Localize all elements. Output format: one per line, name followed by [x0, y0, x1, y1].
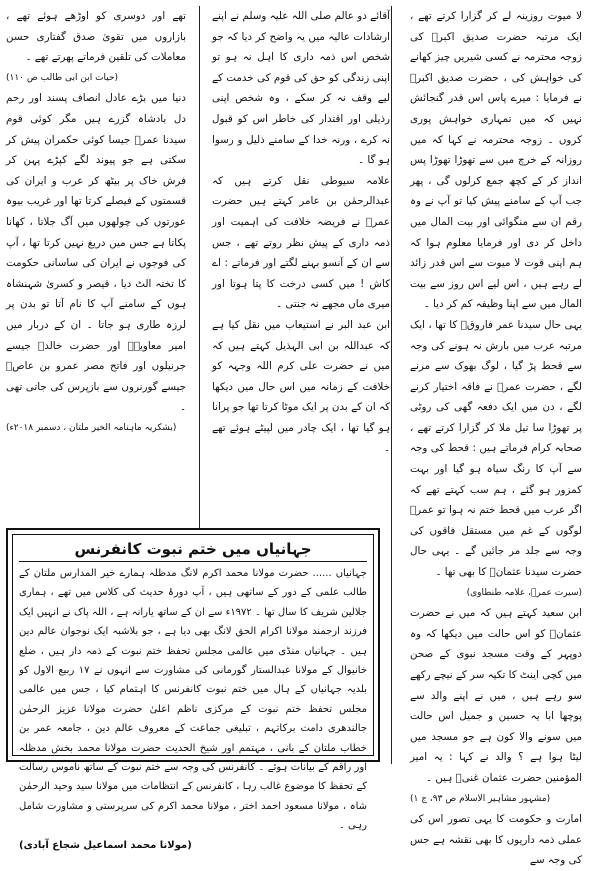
- news-box-title: جہانیاں میں ختم نبوت کانفرنس: [19, 537, 367, 562]
- middle-column: [212, 6, 390, 528]
- left-citation-2: (بشکریہ ماہنامہ الخیر ملتان ، دسمبر ۲۰۱۸ء): [6, 422, 177, 433]
- news-box-signature: (مولانا محمد اسماعیل شجاع آبادی): [19, 839, 192, 851]
- column-divider-left: [199, 6, 200, 528]
- right-paragraph-3: ابن سعید کہتے ہیں کہ میں نے حضرت عثمانؓ کو اس حالت میں دیکھا کہ وہ دوپہر کے وقت مسجد نبوی کے صحن میں کچی اینٹ کا تکیہ سر کے نیچے رکھے سو رہے ہیں ، میں نے اپنے والد سے پوچھا ابا یہ حسین و جمیل اس حالت میں سونے والا کون ہے جو مسجد میں لیٹا ہوا ہے ؟ والد نے کہا : یہ امیر المؤمنین حضرت عثمان غنیؓ ہیں ۔: [409, 607, 582, 784]
- right-paragraph-4: امارت و حکومت کا یہی تصور اس کی عملی ذمہ داریوں کا بھی نقشہ ہے جس کی وجہ سے: [410, 813, 582, 867]
- middle-paragraph-2: علامہ سیوطی نقل کرتے ہیں کہ عبدالرحمٰن بن عامر کہتے ہیں حضرت عمرؓ نے فریضہ خلافت کی اہمیت اور ذمہ داری کے پیش نظر روتے تھے ، جس سے ان کے آنسو بہنے لگتے اور فرماتے : اے کاش ! میں کسی درخت کا پتا ہوتا اور میری ماں مجھے نہ جنتی ۔: [212, 174, 390, 311]
- left-paragraph-2: دنیا میں بڑے عادل انصاف پسند اور رحم دل بادشاہ گزرے ہیں مگر کوئی قوم سیدنا عمرؓ جیسا کوئی حکمران پیش کر سکتی ہے جو پیوند لگے کپڑے پہن کر فرش خاک پر بیٹھ کر عرب و ایران کی قسمتوں کے فیصلے کرتا تھا اور غریب بیوہ عورتوں کی چولھوں میں آگ جلاتا ، کھانا پکاتا ہے جس میں دریغ نہیں کرتا تھا ، آپ کی فوجوں نے ایران کی ساسانی حکومت کا تختہ الٹ دیا ، قیصر و کسریٰ شہنشاہ ہوں کے سامنے آپ کا نام آتا تو بدن پر لرزہ طاری ہو جاتا ۔ ان کے دربار میں امیر معاویہؓ اور حضرت خالدؓ جیسے جرنیلوں اور فاتح مصر عمرو بن عاصؓ جیسے گورنروں سے بازپرس کی جاتی تھی ۔: [6, 92, 186, 414]
- news-box: [6, 528, 380, 851]
- news-box-inner: [12, 534, 374, 851]
- left-citation-1: (حیات ابن ابی طالب ص ۱۱۰): [6, 72, 119, 83]
- middle-paragraph-1: آقائے دو عالم صلی اللہ علیہ وسلم نے اپنے ارشادات عالیہ میں یہ واضح کر دیا کہ جو شخص اس ذمہ داری کا اہل نہ ہو تو اپنی زندگی کو حق کی قوم کی خدمت کے لیے وقف نہ کر سکے ، وہ شخص اپنی رذیلی اور اقتدار کی خاطر اس کو قبول نہ کرے ، ورنہ خدا کے سامنے ذلیل و رسوا ہو گا ۔: [212, 10, 390, 167]
- right-citation-2: (مشہور مشاہیر الاسلام ص ۹۳، ج ۱): [410, 793, 551, 804]
- right-citation-1: (سیرت عمرؓ، علامہ طنطاوی): [466, 587, 582, 598]
- news-box-body: جہانیاں ...... حضرت مولانا محمد اکرم لانگ مدظلہ ہمارے خیر المدارس ملتان کے طالب علمی کے دور کے ساتھی ہیں ، آپ دورۂ حدیث کی کلاس میں تھے ، ہماری جلالین شریف کا سال تھا ۔ ۱۹۷۲ء سے ان کے ساتھ یارانہ ہے ، اللہ پاک نے انہیں ایک فرزند ارجمند مولانا اکرام الحق لانگ بھی دیا ہے ، جو بلاشبہ ایک نوجوان عالم دین ہیں ۔ جہانیاں منڈی میں عالمی مجلس تحفظ ختم نبوت کے ذمہ دار ہیں ، ضلع خانیوال کے مولانا عبدالستار گورمانی کی مشاورت سے انہوں نے ۱۷ ربیع الاول کو بلدیہ جہانیاں کے ہال میں ختم نبوت کانفرنس کا اہتمام کیا ، جس میں عالمی مجلس تحفظ ختم نبوت کے مرکزی ناظم اعلیٰ حضرت مولانا عزیز الرحمٰن جالندھری دامت برکاتہم ، تبلیغی جماعت کے معروف عالم دین ، جامعہ عمر بن خطاب ملتان کے بانی ، مہتمم اور شیخ الحدیث حضرت مولانا محمد بخش مدظلہ اور راقم کے بیانات ہوئے ۔ کانفرنس کی وجہ سے ختم نبوت کے ساتھ ناموس رسالت کے تحفظ کا موضوع غالب رہا ، کانفرنس کے انتظامات میں مولانا سید وحید الرحمٰن شاہ ، مولانا مسعود احمد اختر ، مولانا محمد اکرم کی سرپرستی و مشاورت شامل رہی ۔: [19, 568, 368, 832]
- right-paragraph-2: یہی حال سیدنا عمر فاروقؓ کا تھا ، ایک مرتبہ عرب میں بارش نہ ہونے کی وجہ سے قحط پڑ گیا ، لوگ بھوک سے مرنے لگے ، حضرت عمرؓ نے فاقہ اختیار کرنے لگے ، دن میں ایک دفعہ گھی کی روٹی پر تھوڑا سا تیل ملا کر گزارا کرتے تھے ، صحابہ کرام فرماتے ہیں : قحط کی وجہ سے آپ کا رنگ سیاہ ہو گیا اور بہت کمزور ہو گئے ، ہم سب کہتے تھے کہ اگر عرب میں قحط ختم نہ ہوا تو عمرؓ لوگوں کے غم میں مستقل فاقوں کی وجہ سے جلد مر جائیں گے ۔ یہی حال حضرت سیدنا عثمانؓ کا بھی تھا ۔: [410, 318, 582, 579]
- middle-paragraph-3: ابن عبد البر نے استیعاب میں نقل کیا ہے کہ عبداللہ بن ابی الہذیل کہتے ہیں کہ میں نے حضرت علی کرم اللہ وجہہ کو خلافت کے زمانہ میں اس حال میں دیکھا کہ ان کے بدن پر ایک موٹا کرتا تھا جو پرانا ہو گیا تھا ، ایک چادر میں لپیٹے ہوئے تھے ۔: [212, 318, 390, 455]
- column-divider-right: [391, 6, 392, 764]
- left-paragraph-1: تھے اور دوسری کو اوڑھے ہوئے تھے ، بازاروں میں تقویٰ صدق گفتاری حسن معاملات کی تلقین فرماتے پھرتے تھے ۔: [6, 10, 186, 64]
- right-column: [409, 6, 582, 867]
- right-paragraph-1: لا میوت روزینہ لے کر گزارا کرتے تھے ، ایک مرتبہ حضرت صدیق اکبرؓ کی زوجہ محترمہ نے کسی شیریں چیز کھانے کی خواہش کی ، حضرت صدیق اکبرؓ نے فرمایا : میرے پاس اس قدر گنجائش نہیں کہ میں تمہاری خواہش پوری کروں ۔ زوجہ محترمہ نے کہا کہ میں روزانہ کے خرچ میں سے تھوڑا تھوڑا پس انداز کر کے کچھ جمع کرلوں گی ، پھر جب آپ کے سامنے پیش کیا تو آپ نے وہ رقم ان سے منگوائی اور بیت المال میں داخل کر دی اور فرمایا معلوم ہوا کہ ہم اپنی قوت لا میوت سے اس قدر زائد لے رہے ہیں ، اس لیے اس روز سے بیت المال میں سے اپنا وظیفہ کم کر دیا ۔: [410, 10, 582, 311]
- left-column: [6, 6, 186, 528]
